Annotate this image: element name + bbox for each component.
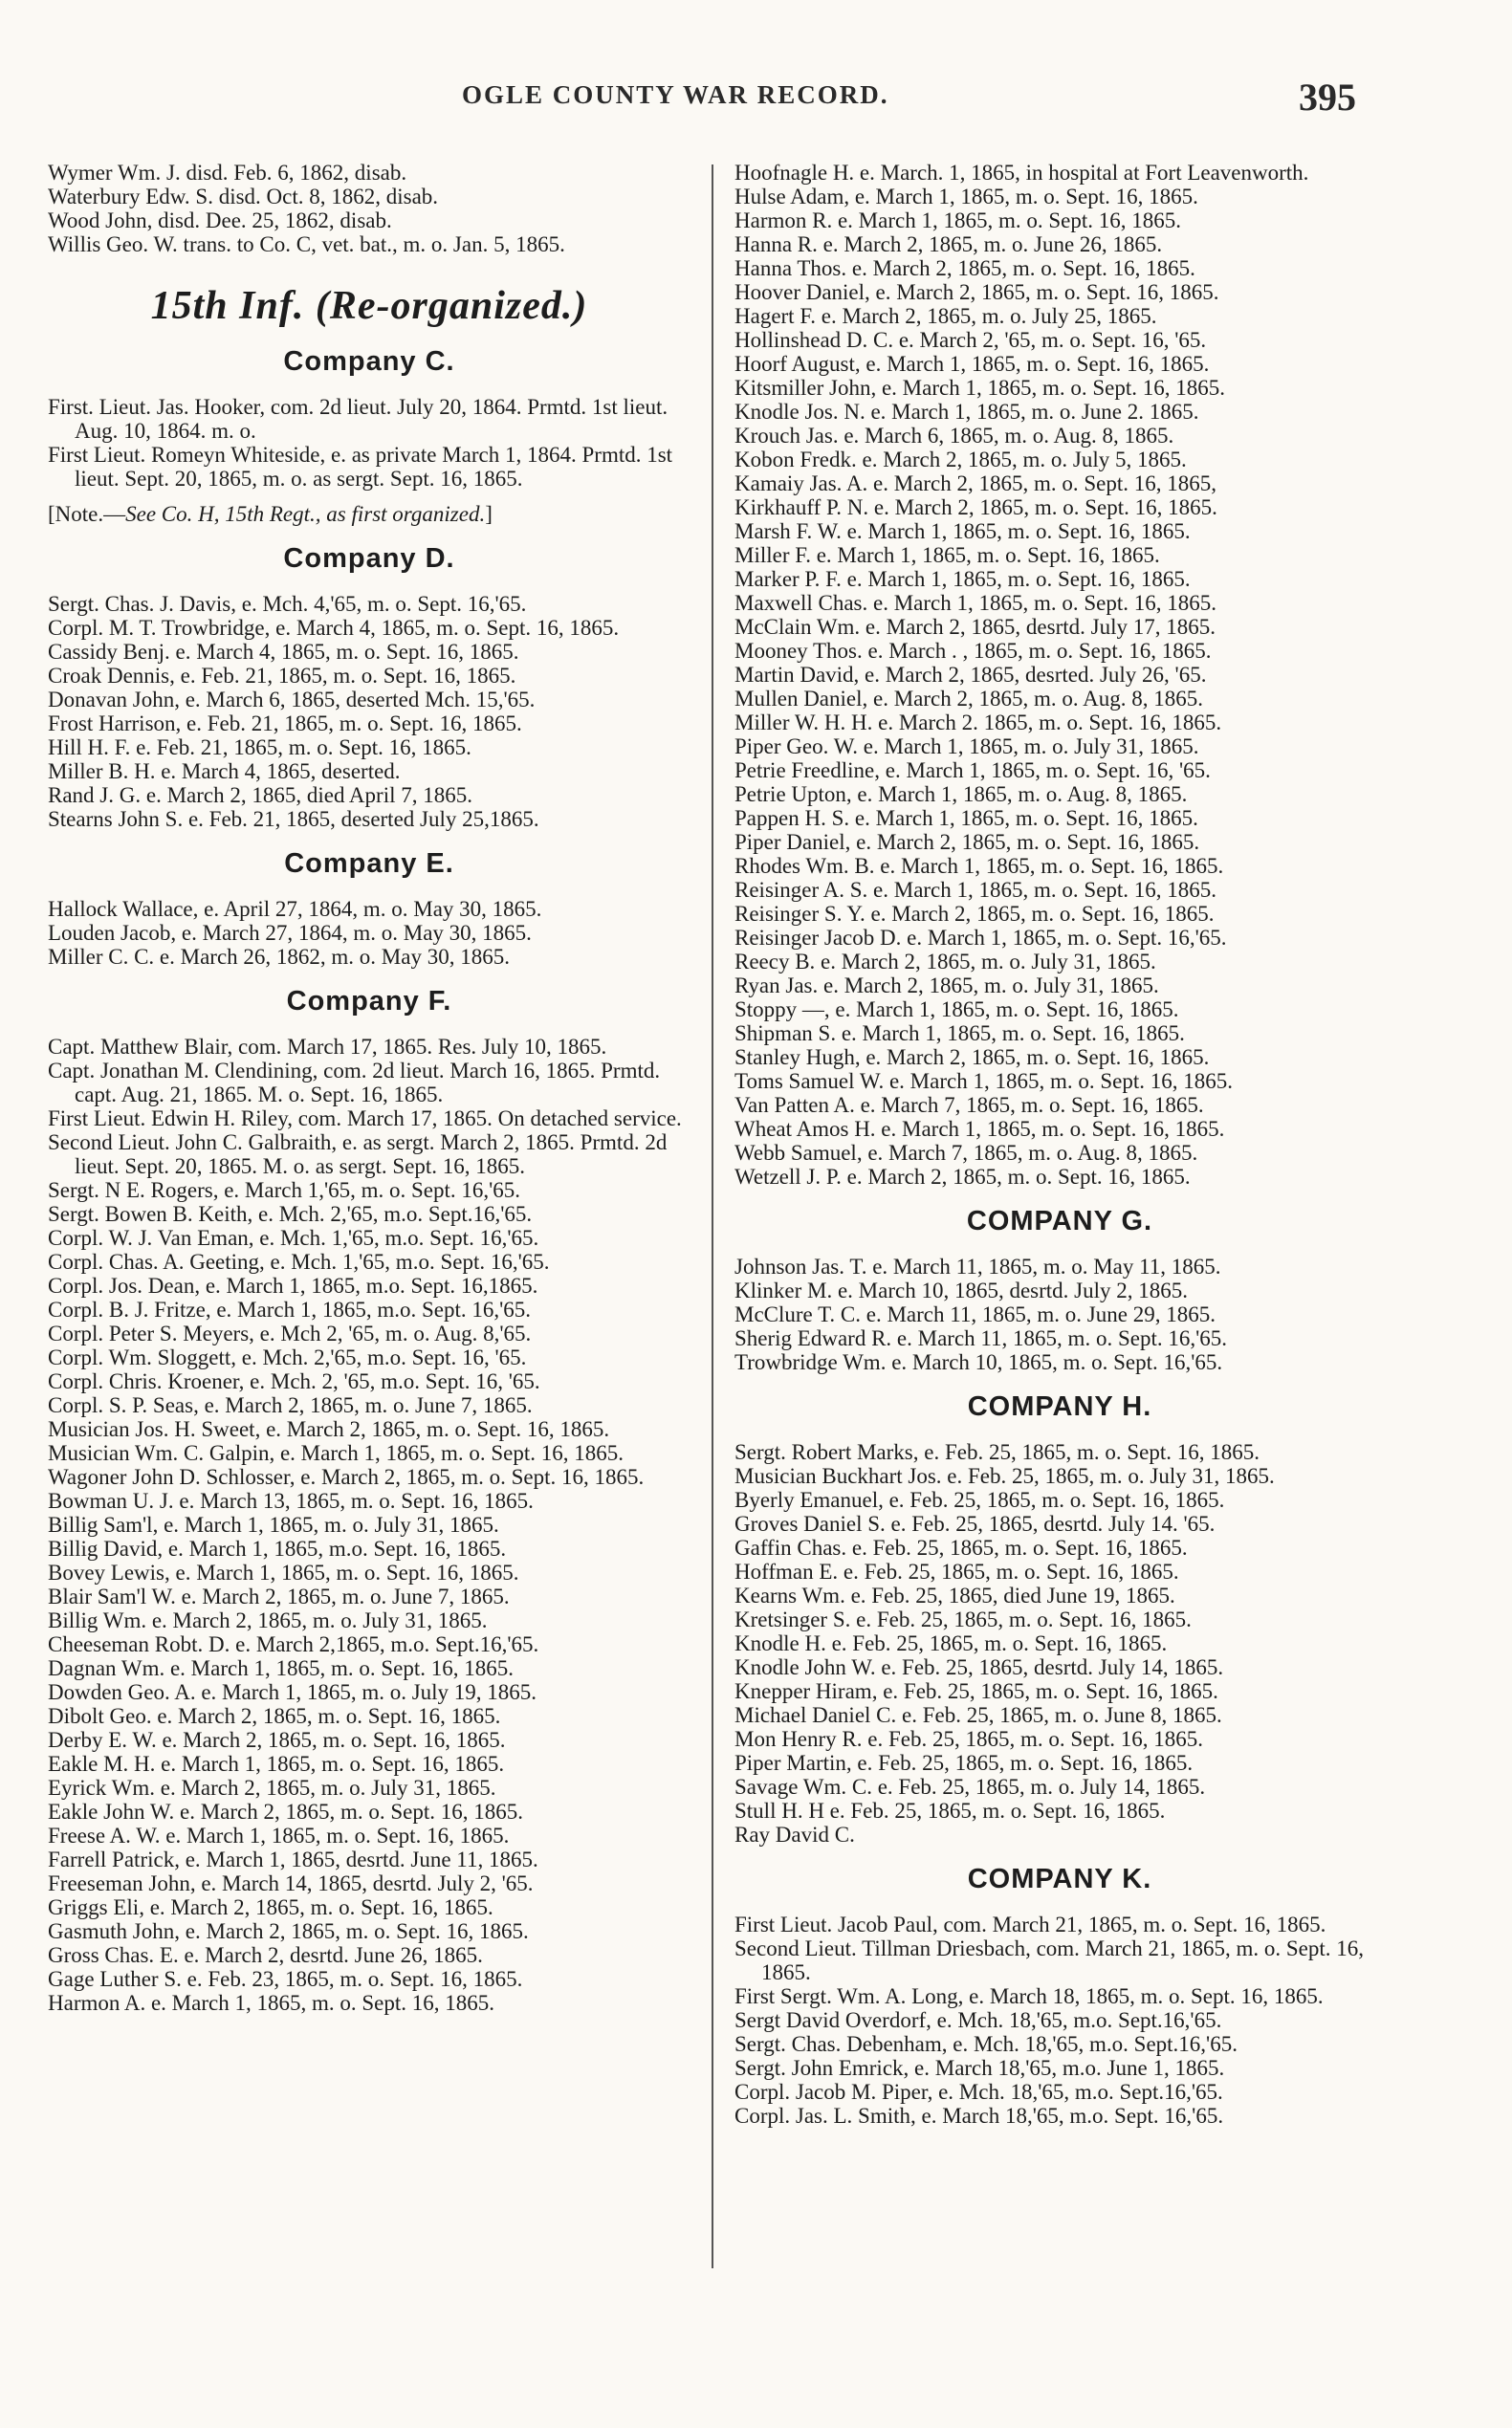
roster-entry: Dowden Geo. A. e. March 1, 1865, m. o. July 19, 1865. xyxy=(48,1680,537,1704)
roster-entry: Hoofnagle H. e. March. 1, 1865, in hospital at Fort Leavenworth. xyxy=(734,161,1309,185)
roster-entry: Hoffman E. e. Feb. 25, 1865, m. o. Sept. 16, 1865. xyxy=(734,1560,1179,1584)
column-divider xyxy=(712,164,713,2268)
roster-entry: Hagert F. e. March 2, 1865, m. o. July 25, 1865. xyxy=(734,304,1157,328)
roster-entry: Reisinger Jacob D. e. March 1, 1865, m. o. Sept. 16,'65. xyxy=(734,926,1227,950)
left-top-entries xyxy=(48,161,690,256)
roster-entry: Sergt. N E. Rogers, e. March 1,'65, m. o. Sept. 16,'65. xyxy=(48,1178,521,1202)
roster-entry: Corpl. Jas. L. Smith, e. March 18,'65, m.o. Sept. 16,'65. xyxy=(734,2104,1224,2128)
roster-entry: Musician Jos. H. Sweet, e. March 2, 1865, m. o. Sept. 16, 1865. xyxy=(48,1417,610,1441)
roster-entry: First Lieut. Jacob Paul, com. March 21, 1865, m. o. Sept. 16, 1865. xyxy=(734,1913,1326,1936)
roster-entry: Gage Luther S. e. Feb. 23, 1865, m. o. Sept. 16, 1865. xyxy=(48,1967,523,1991)
roster-entry: Reecy B. e. March 2, 1865, m. o. July 31, 1865. xyxy=(734,950,1156,973)
company-c-heading: Company C. xyxy=(283,346,455,377)
company-g-heading: COMPANY G. xyxy=(966,1206,1153,1236)
roster-entry: Corpl. M. T. Trowbridge, e. March 4, 1865, m. o. Sept. 16, 1865. xyxy=(48,616,620,640)
roster-entry: Rand J. G. e. March 2, 1865, died April 7, 1865. xyxy=(48,783,472,807)
roster-entry: Kamaiy Jas. A. e. March 2, 1865, m. o. Sept. 16, 1865, xyxy=(734,471,1217,495)
roster-entry: Hanna R. e. March 2, 1865, m. o. June 26, 1865. xyxy=(734,232,1163,256)
roster-entry: Knodle H. e. Feb. 25, 1865, m. o. Sept. 16, 1865. xyxy=(734,1631,1168,1655)
roster-entry: Willis Geo. W. trans. to Co. C, vet. bat., m. o. Jan. 5, 1865. xyxy=(48,232,565,256)
company-k-heading: COMPANY K. xyxy=(967,1864,1152,1894)
roster-entry: Freese A. W. e. March 1, 1865, m. o. Sept. 16, 1865. xyxy=(48,1824,510,1848)
roster-entry: Sergt David Overdorf, e. Mch. 18,'65, m.o. Sept.16,'65. xyxy=(734,2008,1222,2032)
roster-entry: Corpl. Chris. Kroener, e. Mch. 2, '65, m.o. Sept. 16, '65. xyxy=(48,1369,540,1393)
roster-entry: Sherig Edward R. e. March 11, 1865, m. o. Sept. 16,'65. xyxy=(734,1326,1227,1350)
roster-entry: Miller B. H. e. March 4, 1865, deserted. xyxy=(48,759,401,783)
roster-entry: Second Lieut. John C. Galbraith, e. as sergt. March 2, 1865. Prmtd. 2d lieut. Sept. 20, 1865. M. o. as sergt. Sept. 16, 1865. xyxy=(48,1130,668,1178)
note-suffix: ] xyxy=(485,502,493,526)
company-f-heading: Company F. xyxy=(286,986,452,1017)
roster-entry: Freeseman John, e. March 14, 1865, desrtd. July 2, '65. xyxy=(48,1871,534,1895)
roster-entry: Mullen Daniel, e. March 2, 1865, m. o. Aug. 8, 1865. xyxy=(734,687,1203,711)
roster-entry: Eyrick Wm. e. March 2, 1865, m. o. July 31, 1865. xyxy=(48,1776,496,1800)
roster-entry: Savage Wm. C. e. Feb. 25, 1865, m. o. July 14, 1865. xyxy=(734,1775,1206,1799)
roster-entry: Capt. Jonathan M. Clendining, com. 2d lieut. March 16, 1865. Prmtd. capt. Aug. 21, 1865. M. o. Sept. 16, 1865. xyxy=(48,1059,661,1106)
roster-entry: Derby E. W. e. March 2, 1865, m. o. Sept. 16, 1865. xyxy=(48,1728,506,1752)
right-top-entries xyxy=(734,161,1385,1189)
roster-entry: Musician Buckhart Jos. e. Feb. 25, 1865, m. o. July 31, 1865. xyxy=(734,1464,1275,1488)
roster-entry: Gross Chas. E. e. March 2, desrtd. June 26, 1865. xyxy=(48,1943,483,1967)
page-number: 395 xyxy=(1299,76,1356,119)
roster-entry: Shipman S. e. March 1, 1865, m. o. Sept. 16, 1865. xyxy=(734,1021,1185,1045)
company-d-entries xyxy=(48,592,690,831)
roster-entry: Donavan John, e. March 6, 1865, deserted Mch. 15,'65. xyxy=(48,688,536,711)
roster-entry: McClure T. C. e. March 11, 1865, m. o. June 29, 1865. xyxy=(734,1302,1216,1326)
roster-entry: Sergt. Bowen B. Keith, e. Mch. 2,'65, m.o. Sept.16,'65. xyxy=(48,1202,533,1226)
company-f-entries xyxy=(48,1035,690,2015)
roster-entry: Bowman U. J. e. March 13, 1865, m. o. Sept. 16, 1865. xyxy=(48,1489,534,1513)
roster-entry: Knodle Jos. N. e. March 1, 1865, m. o. June 2. 1865. xyxy=(734,400,1199,424)
roster-entry: Knepper Hiram, e. Feb. 25, 1865, m. o. Sept. 16, 1865. xyxy=(734,1679,1218,1703)
company-h-entries xyxy=(734,1440,1385,1847)
roster-entry: Reisinger A. S. e. March 1, 1865, m. o. Sept. 16, 1865. xyxy=(734,878,1217,902)
roster-entry: Dibolt Geo. e. March 2, 1865, m. o. Sept. 16, 1865. xyxy=(48,1704,501,1728)
left-column xyxy=(48,161,690,2015)
roster-entry: Corpl. Chas. A. Geeting, e. Mch. 1,'65, m.o. Sept. 16,'65. xyxy=(48,1250,550,1274)
roster-entry: Griggs Eli, e. March 2, 1865, m. o. Sept. 16, 1865. xyxy=(48,1895,493,1919)
note-text: See Co. H, 15th Regt., as first organized. xyxy=(125,502,486,526)
roster-entry: Wagoner John D. Schlosser, e. March 2, 1865, m. o. Sept. 16, 1865. xyxy=(48,1465,645,1489)
company-h-heading: COMPANY H. xyxy=(967,1391,1152,1422)
roster-entry: Corpl. S. P. Seas, e. March 2, 1865, m. o. June 7, 1865. xyxy=(48,1393,533,1417)
roster-entry: Sergt. Chas. Debenham, e. Mch. 18,'65, m.o. Sept.16,'65. xyxy=(734,2032,1238,2056)
roster-entry: Michael Daniel C. e. Feb. 25, 1865, m. o. June 8, 1865. xyxy=(734,1703,1222,1727)
roster-entry: Hulse Adam, e. March 1, 1865, m. o. Sept. 16, 1865. xyxy=(734,185,1198,208)
section-title: 15th Inf. (Re-organized.) xyxy=(150,284,588,328)
roster-entry: Klinker M. e. March 10, 1865, desrtd. July 2, 1865. xyxy=(734,1279,1188,1302)
roster-entry: Stoppy —, e. March 1, 1865, m. o. Sept. 16, 1865. xyxy=(734,997,1179,1021)
company-c-entries xyxy=(48,395,690,491)
roster-entry: Stull H. H e. Feb. 25, 1865, m. o. Sept. 16, 1865. xyxy=(734,1799,1166,1823)
roster-entry: Corpl. Jacob M. Piper, e. Mch. 18,'65, m.o. Sept.16,'65. xyxy=(734,2080,1223,2104)
roster-entry: Second Lieut. Tillman Driesbach, com. March 21, 1865, m. o. Sept. 16, 1865. xyxy=(734,1936,1364,1984)
roster-entry: Corpl. Wm. Sloggett, e. Mch. 2,'65, m.o. Sept. 16, '65. xyxy=(48,1345,527,1369)
roster-entry: Frost Harrison, e. Feb. 21, 1865, m. o. Sept. 16, 1865. xyxy=(48,711,522,735)
roster-entry: Corpl. Peter S. Meyers, e. Mch 2, '65, m. o. Aug. 8,'65. xyxy=(48,1322,532,1345)
roster-entry: Sergt. Robert Marks, e. Feb. 25, 1865, m. o. Sept. 16, 1865. xyxy=(734,1440,1260,1464)
roster-entry: Miller C. C. e. March 26, 1862, m. o. May 30, 1865. xyxy=(48,945,510,969)
roster-entry: Harmon R. e. March 1, 1865, m. o. Sept. 16, 1865. xyxy=(734,208,1181,232)
roster-entry: Hill H. F. e. Feb. 21, 1865, m. o. Sept. 16, 1865. xyxy=(48,735,471,759)
roster-entry: First Lieut. Romeyn Whiteside, e. as private March 1, 1864. Prmtd. 1st lieut. Sept. 20, 1865, m. o. as sergt. Sept. 16, 1865. xyxy=(48,443,673,491)
roster-entry: Hoover Daniel, e. March 2, 1865, m. o. Sept. 16, 1865. xyxy=(734,280,1219,304)
roster-entry: Hallock Wallace, e. April 27, 1864, m. o. May 30, 1865. xyxy=(48,897,542,921)
roster-entry: Corpl. W. J. Van Eman, e. Mch. 1,'65, m.o. Sept. 16,'65. xyxy=(48,1226,539,1250)
roster-entry: Piper Daniel, e. March 2, 1865, m. o. Sept. 16, 1865. xyxy=(734,830,1200,854)
roster-entry: First Lieut. Edwin H. Riley, com. March 17, 1865. On detached service. xyxy=(48,1106,682,1130)
roster-entry: Mooney Thos. e. March . , 1865, m. o. Sept. 16, 1865. xyxy=(734,639,1212,663)
roster-entry: Wymer Wm. J. disd. Feb. 6, 1862, disab. xyxy=(48,161,407,185)
running-title: OGLE COUNTY WAR RECORD. xyxy=(462,80,889,109)
roster-entry: Miller F. e. March 1, 1865, m. o. Sept. 16, 1865. xyxy=(734,543,1160,567)
roster-entry: Musician Wm. C. Galpin, e. March 1, 1865, m. o. Sept. 16, 1865. xyxy=(48,1441,624,1465)
roster-entry: Kearns Wm. e. Feb. 25, 1865, died June 19, 1865. xyxy=(734,1584,1175,1608)
roster-entry: Eakle John W. e. March 2, 1865, m. o. Sept. 16, 1865. xyxy=(48,1800,524,1824)
roster-entry: Wood John, disd. Dee. 25, 1862, disab. xyxy=(48,208,392,232)
company-e-entries xyxy=(48,897,690,969)
roster-entry: Louden Jacob, e. March 27, 1864, m. o. May 30, 1865. xyxy=(48,921,532,945)
right-column xyxy=(734,161,1385,2128)
roster-entry: Trowbridge Wm. e. March 10, 1865, m. o. Sept. 16,'65. xyxy=(734,1350,1223,1374)
roster-entry: Petrie Upton, e. March 1, 1865, m. o. Aug. 8, 1865. xyxy=(734,782,1188,806)
roster-entry: Mon Henry R. e. Feb. 25, 1865, m. o. Sept. 16, 1865. xyxy=(734,1727,1204,1751)
roster-entry: Wheat Amos H. e. March 1, 1865, m. o. Sept. 16, 1865. xyxy=(734,1117,1225,1141)
roster-entry: Rhodes Wm. B. e. March 1, 1865, m. o. Sept. 16, 1865. xyxy=(734,854,1224,878)
roster-entry: Johnson Jas. T. e. March 11, 1865, m. o. May 11, 1865. xyxy=(734,1255,1221,1279)
roster-entry: Toms Samuel W. e. March 1, 1865, m. o. Sept. 16, 1865. xyxy=(734,1069,1233,1093)
roster-entry: Billig Wm. e. March 2, 1865, m. o. July 31, 1865. xyxy=(48,1608,488,1632)
roster-entry: Stanley Hugh, e. March 2, 1865, m. o. Sept. 16, 1865. xyxy=(734,1045,1210,1069)
note-prefix: [Note.— xyxy=(48,502,126,526)
roster-entry: Maxwell Chas. e. March 1, 1865, m. o. Sept. 16, 1865. xyxy=(734,591,1217,615)
roster-entry: First. Lieut. Jas. Hooker, com. 2d lieut. July 20, 1864. Prmtd. 1st lieut. Aug. 10, 1864. m. o. xyxy=(48,395,668,443)
roster-entry: Sergt. John Emrick, e. March 18,'65, m.o. June 1, 1865. xyxy=(734,2056,1225,2080)
roster-entry: Piper Geo. W. e. March 1, 1865, m. o. July 31, 1865. xyxy=(734,734,1199,758)
roster-entry: Kobon Fredk. e. March 2, 1865, m. o. July 5, 1865. xyxy=(734,448,1187,471)
roster-entry: Cassidy Benj. e. March 4, 1865, m. o. Sept. 16, 1865. xyxy=(48,640,519,664)
roster-entry: Corpl. Jos. Dean, e. March 1, 1865, m.o. Sept. 16,1865. xyxy=(48,1274,538,1298)
note xyxy=(48,502,690,526)
company-k-entries xyxy=(734,1913,1385,2128)
roster-entry: Corpl. B. J. Fritze, e. March 1, 1865, m.o. Sept. 16,'65. xyxy=(48,1298,531,1322)
company-e-heading: Company E. xyxy=(284,848,454,879)
roster-entry: First Sergt. Wm. A. Long, e. March 18, 1865, m. o. Sept. 16, 1865. xyxy=(734,1984,1324,2008)
roster-entry: Wetzell J. P. e. March 2, 1865, m. o. Sept. 16, 1865. xyxy=(734,1165,1191,1189)
roster-entry: Gaffin Chas. e. Feb. 25, 1865, m. o. Sept. 16, 1865. xyxy=(734,1536,1188,1560)
roster-entry: Eakle M. H. e. March 1, 1865, m. o. Sept. 16, 1865. xyxy=(48,1752,505,1776)
roster-entry: Krouch Jas. e. March 6, 1865, m. o. Aug. 8, 1865. xyxy=(734,424,1174,448)
roster-entry: Billig David, e. March 1, 1865, m.o. Sept. 16, 1865. xyxy=(48,1537,507,1561)
roster-entry: Gasmuth John, e. March 2, 1865, m. o. Sept. 16, 1865. xyxy=(48,1919,529,1943)
roster-entry: Piper Martin, e. Feb. 25, 1865, m. o. Sept. 16, 1865. xyxy=(734,1751,1194,1775)
roster-entry: Waterbury Edw. S. disd. Oct. 8, 1862, disab. xyxy=(48,185,439,208)
roster-entry: McClain Wm. e. March 2, 1865, desrtd. July 17, 1865. xyxy=(734,615,1216,639)
roster-entry: Ryan Jas. e. March 2, 1865, m. o. July 31, 1865. xyxy=(734,973,1159,997)
roster-entry: Harmon A. e. March 1, 1865, m. o. Sept. 16, 1865. xyxy=(48,1991,494,2015)
page-header xyxy=(0,75,1512,122)
roster-entry: Reisinger S. Y. e. March 2, 1865, m. o. Sept. 16, 1865. xyxy=(734,902,1215,926)
roster-entry: Marker P. F. e. March 1, 1865, m. o. Sept. 16, 1865. xyxy=(734,567,1191,591)
roster-entry: Hanna Thos. e. March 2, 1865, m. o. Sept. 16, 1865. xyxy=(734,256,1195,280)
roster-entry: Capt. Matthew Blair, com. March 17, 1865. Res. July 10, 1865. xyxy=(48,1035,607,1059)
roster-entry: Cheeseman Robt. D. e. March 2,1865, m.o. Sept.16,'65. xyxy=(48,1632,539,1656)
roster-entry: Pappen H. S. e. March 1, 1865, m. o. Sept. 16, 1865. xyxy=(734,806,1198,830)
roster-entry: Kitsmiller John, e. March 1, 1865, m. o. Sept. 16, 1865. xyxy=(734,376,1225,400)
roster-entry: Martin David, e. March 2, 1865, desrted. July 26, '65. xyxy=(734,663,1207,687)
roster-entry: Dagnan Wm. e. March 1, 1865, m. o. Sept. 16, 1865. xyxy=(48,1656,514,1680)
company-g-entries xyxy=(734,1255,1385,1374)
roster-entry: Knodle John W. e. Feb. 25, 1865, desrtd. July 14, 1865. xyxy=(734,1655,1224,1679)
roster-entry: Sergt. Chas. J. Davis, e. Mch. 4,'65, m. o. Sept. 16,'65. xyxy=(48,592,527,616)
roster-entry: Blair Sam'l W. e. March 2, 1865, m. o. June 7, 1865. xyxy=(48,1585,510,1608)
company-d-heading: Company D. xyxy=(283,543,455,574)
roster-entry: Petrie Freedline, e. March 1, 1865, m. o. Sept. 16, '65. xyxy=(734,758,1211,782)
roster-entry: Miller W. H. H. e. March 2. 1865, m. o. Sept. 16, 1865. xyxy=(734,711,1222,734)
roster-entry: Kirkhauff P. N. e. March 2, 1865, m. o. Sept. 16, 1865. xyxy=(734,495,1217,519)
roster-entry: Kretsinger S. e. Feb. 25, 1865, m. o. Sept. 16, 1865. xyxy=(734,1608,1192,1631)
roster-entry: Bovey Lewis, e. March 1, 1865, m. o. Sept. 16, 1865. xyxy=(48,1561,519,1585)
roster-entry: Stearns John S. e. Feb. 21, 1865, deserted July 25,1865. xyxy=(48,807,539,831)
roster-entry: Webb Samuel, e. March 7, 1865, m. o. Aug. 8, 1865. xyxy=(734,1141,1198,1165)
roster-entry: Groves Daniel S. e. Feb. 25, 1865, desrtd. July 14. '65. xyxy=(734,1512,1216,1536)
roster-entry: Hollinshead D. C. e. March 2, '65, m. o. Sept. 16, '65. xyxy=(734,328,1207,352)
roster-entry: Van Patten A. e. March 7, 1865, m. o. Sept. 16, 1865. xyxy=(734,1093,1204,1117)
roster-entry: Ray David C. xyxy=(734,1823,855,1847)
roster-entry: Croak Dennis, e. Feb. 21, 1865, m. o. Sept. 16, 1865. xyxy=(48,664,516,688)
roster-entry: Hoorf August, e. March 1, 1865, m. o. Sept. 16, 1865. xyxy=(734,352,1210,376)
roster-entry: Billig Sam'l, e. March 1, 1865, m. o. July 31, 1865. xyxy=(48,1513,499,1537)
roster-entry: Byerly Emanuel, e. Feb. 25, 1865, m. o. Sept. 16, 1865. xyxy=(734,1488,1225,1512)
roster-entry: Marsh F. W. e. March 1, 1865, m. o. Sept. 16, 1865. xyxy=(734,519,1191,543)
roster-entry: Farrell Patrick, e. March 1, 1865, desrtd. June 11, 1865. xyxy=(48,1848,538,1871)
